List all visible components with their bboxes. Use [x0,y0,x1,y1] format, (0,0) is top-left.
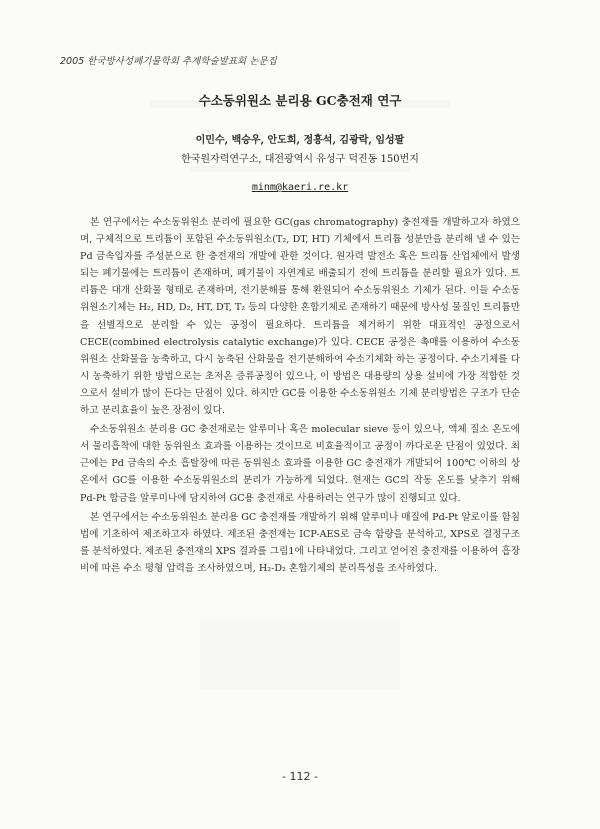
affiliation: 한국원자력연구소, 대전광역시 유성구 덕진동 150번지 [181,154,419,165]
author-list: 이민수, 백승우, 안도희, 정흥석, 김광락, 임성팔 [195,135,405,146]
contact-email: minm@kaeri.re.kr [251,182,349,193]
paragraph: 수소동위원소 분리용 GC 충전재로는 알루미나 혹은 molecular sieve 등이 있으나, 액체 질소 온도에서 물리흡착에 대한 동위원소 효과를 이용하는 것이므로 비효율적이고 공정이 까다로운 단점이 있었다. 최근에는 Pd 금속의 수소 흡탈장에 따른 동위원소 효과를 이용한 GC 충전재가 개발되어 100℃ 이하의 상온에서 GC를 이용한 수소동위원소의 분리가 가능하게 되었다. 현재는 GC의 작동 온도를 낮추기 위해 Pd-Pt 합금을 알루미나에 담지하여 GC용 충전재로 사용하려는 연구가 많이 진행되고 있다. [80,424,520,504]
abstract-body [80,214,520,579]
page-number: - 112 - [282,770,318,783]
paper-title: 수소동위원소 분리용 GC충전재 연구 [198,93,402,108]
paragraph: 본 연구에서는 수소동위원소 분리용 GC 충전재를 개발하기 위해 알루미나 매질에 Pd-Pt 알로이를 함침법에 기초하여 제조하고자 하였다. 제조된 충전재는 ICP-AES로 금속 함량을 분석하고, XPS로 결정구조를 분석하였다. 제조된 충전재의 XPS 결과를 그림1에 나타내었다. 그리고 얻어진 충전재를 이용하여 흡장비에 따른 수소 평형 압력을 조사하였으며, H₂-D₂ 혼합기체의 분리특성을 조사하였다. [80,511,520,574]
conference-header: 2005 한국방사성폐기물학회 추계학술발표회 논문집 [60,56,277,67]
scan-bleed-artifact [200,620,400,690]
scan-bleed-artifact [190,166,410,172]
paragraph: 본 연구에서는 수소동위원소 분리에 필요한 GC(gas chromatography) 충전재를 개발하고자 하였으며, 구체적으로 트리튬이 포함된 수소동위원소(T₂, DT, HT) 기체에서 트리튬 성분만을 분리해 낼 수 있는 Pd 금속입자를 주성분으로 한 충전재의 개발에 관한 것이다. 원자력 발전소 혹은 트리튬 산업체에서 발생되는 폐기물에는 트리튬이 존재하며, 폐기물이 자연계로 배출되기 전에 트리튬을 분리할 필요가 있다. 트리튬은 대개 산화물 형태로 존재하며, 전기분해를 통해 환원되어 수소동위원소 기체가 된다. 이들 수소동위원소기체는 H₂, HD, D₂, HT, DT, T₂ 등의 다양한 혼합기체로 존재하기 때문에 방사성 물질인 트리튬만을 선별적으로 분리할 수 있는 공정이 필요하다. 트리튬을 제거하기 위한 대표적인 공정으로서 CECE(combined electrolysis catalytic exchange)가 있다. CECE 공정은 촉매를 이용하여 수소동위원소 산화물을 농축하고, 다시 농축된 산화물을 전기분해하여 수소기체화 하는 공정이다. 수소기체를 다시 농축하기 위한 방법으로는 초저온 증류공정이 있으나, 이 방법은 대용량의 상용 설비에 가장 적합한 것으로서 설비가 많이 든다는 단점이 있다. 하지만 GC를 이용한 수소동위원소 기체 분리방법은 구조가 단순하고 분리효율이 높은 장점이 있다. [80,217,520,417]
